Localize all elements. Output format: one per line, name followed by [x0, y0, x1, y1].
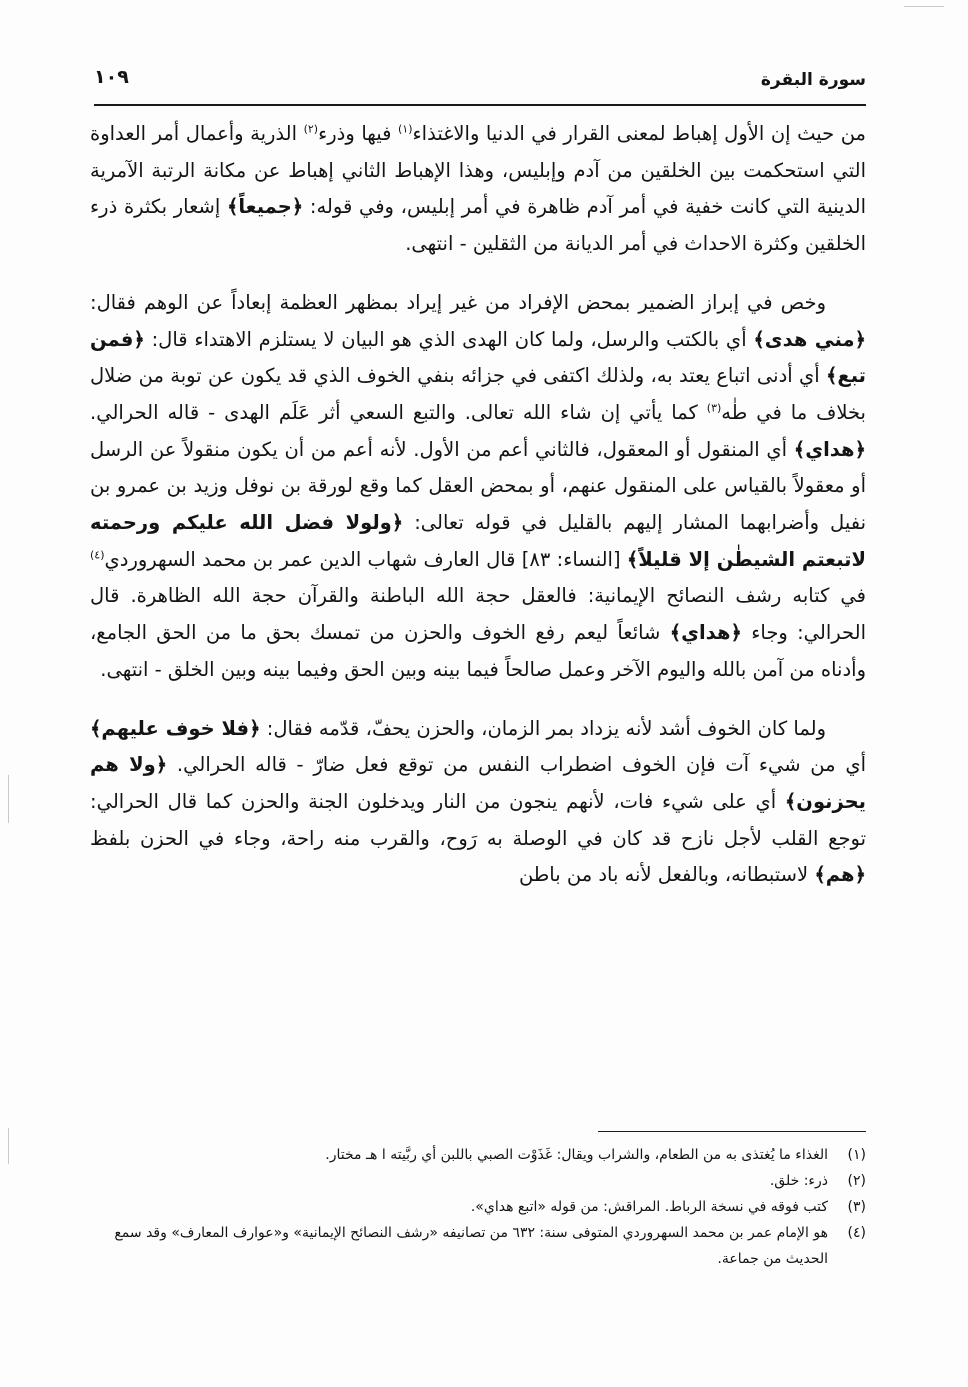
text-run: فيها وذرء — [318, 122, 398, 145]
text-run: في كتابه رشف النصائح الإيمانية: فالعقل حجة الله الباطنة والقرآن حجة الله الظاهرة. قال الحرالي: وجاء — [90, 584, 866, 645]
paragraph — [90, 285, 866, 689]
text-run: من حيث إن الأول إهباط لمعنى القرار في الدنيا والاغتذاء — [412, 122, 867, 145]
footnote-number: (١) — [847, 1147, 866, 1163]
text-run: لاستبطانه، وبالفعل لأنه باد من باطن — [518, 863, 815, 887]
text-run: أي المنقول أو المعقول، فالثاني أعم من الأول. لأنه أعم من أن يكون منقولاً عن الرسل أو معقولاً بالقياس على المنقول عنهم، أو بمحض العقل كما وقع لورقة بن نوفل وزيد بن عمرو بن نفيل وأضرابهما المشار إليهم بالقليل في قوله تعالى: — [90, 437, 866, 535]
text-run: أي بالكتب والرسل، ولما كان الهدى الذي هو البيان لا يستلزم الاهتداء قال: — [144, 327, 754, 351]
footnote-number: (٣) — [847, 1199, 866, 1215]
quran-quote: ﴿فلا خوف عليهم﴾ — [90, 716, 261, 740]
footnote-text: الغذاء ما يُغتذى به من الطعام، والشراب ويقال: غَذَوْت الصبي باللبن أي ربَّيته ا هـ مختار. — [325, 1147, 828, 1163]
footnote — [90, 1142, 866, 1168]
footnote-text: هو الإمام عمر بن محمد السهروردي المتوفى سنة: ٦٣٢ من تصانيفه «رشف النصائح الإيمانية» و«عوارف المعارف» وقد سمع الحديث من جماعة. — [114, 1225, 828, 1267]
paragraph — [90, 711, 866, 895]
text-run: أي من شيء آت فإن الخوف اضطراب النفس من توقع فعل ضارّ - قاله الحرالي. — [167, 753, 867, 777]
page-number: ١٠٩ — [94, 66, 129, 88]
text-run: ولما كان الخوف أشد لأنه يزداد بمر الزمان، والحزن يحفّ، قدّمه فقال: — [260, 716, 826, 740]
footnote-marker: (١) — [398, 122, 413, 136]
paragraph — [90, 116, 866, 263]
text-run: كما يأتي إن شاء الله تعالى. والتبع السعي أثر عَلَم الهدى - قاله الحرالي. — [90, 400, 707, 424]
quran-quote: ﴿ولولا فضل الله عليكم ورحمته لاتبعتم الشيطٰن إلا قليلاً﴾ — [90, 511, 866, 571]
footnote — [90, 1194, 866, 1220]
text-run: الذرية وأعمال أمر العداوة التي استحكمت بين الخلقين من آدم وإبليس، وهذا الإهباط الثاني إهباط عن مكانة الرتبة الآمرية الدينية التي كانت خفية في أمر آدم ظاهرة في أمر إبليس، وفي قوله: — [90, 122, 867, 219]
quran-quote: ﴿هداي﴾ — [669, 621, 742, 645]
quran-quote: ﴿جميعاً﴾ — [226, 195, 304, 219]
footnote-marker: (٣) — [706, 401, 722, 415]
header-rule — [94, 104, 866, 106]
text-run: إشعار بكثرة ذرء الخلقين وكثرة الاحداث في أمر الديانة من الثقلين - انتهى. — [90, 195, 866, 256]
scan-edge-mark — [8, 1128, 9, 1164]
text-run: وخص في إبراز الضمير بمحض الإفراد من غير إيراد بمظهر العظمة إبعاداً عن الوهم فقال: — [90, 290, 826, 314]
quran-quote: ﴿هداي﴾ — [793, 437, 866, 461]
running-header — [94, 66, 866, 100]
footnote-marker: (٢) — [303, 122, 319, 136]
footnote-rule — [598, 1131, 866, 1132]
text-run: شائعاً ليعم رفع الخوف والحزن من تمسك بحق ما من الحق الجامع، وأدناه من آمن بالله واليوم الآخر وعمل صالحاً فيما بينه وبين الحق وفيما بينه وبين الخلق - انتهى. — [90, 621, 866, 681]
surah-title: سورة البقرة — [760, 70, 866, 90]
main-text — [90, 116, 866, 894]
text-run: [النساء: ٨٣] قال العارف شهاب الدين عمر بن محمد السهروردي — [104, 547, 627, 571]
quran-quote: ﴿مني هدى﴾ — [753, 327, 866, 351]
scan-edge-mark — [8, 775, 9, 823]
footnotes — [90, 1142, 866, 1272]
text-run: أي أدنى اتباع يعتد به، ولذلك اكتفى في جزائه بنفي الخوف الذي قد يكون عن توبة من ضلال بخلاف ما في طٰه — [90, 364, 866, 424]
footnote-marker: (٤) — [90, 548, 105, 562]
footnote-number: (٤) — [847, 1225, 866, 1241]
quran-quote: ﴿هم﴾ — [814, 863, 866, 887]
footnote-text: كتب فوقه في نسخة الرباط. المراقش: من قوله «اتبع هداي». — [470, 1199, 828, 1215]
quran-quote: ﴿فمن تبع﴾ — [90, 327, 866, 388]
footnote-text: ذرء: خلق. — [769, 1173, 828, 1189]
quran-quote: ﴿ولا هم يحزنون﴾ — [90, 753, 866, 813]
text-run: أي على شيء فات، لأنهم ينجون من النار ويدخلون الجنة والحزن كما قال الحرالي: توجع القلب لأجل نازح قد كان في الوصلة به رَوح، والقرب منه راحة، وجاء في الحزن بلفظ — [90, 789, 866, 850]
footnote — [90, 1220, 866, 1272]
scan-edge-mark — [904, 6, 944, 7]
footnote — [90, 1168, 866, 1194]
footnote-number: (٢) — [847, 1173, 866, 1189]
